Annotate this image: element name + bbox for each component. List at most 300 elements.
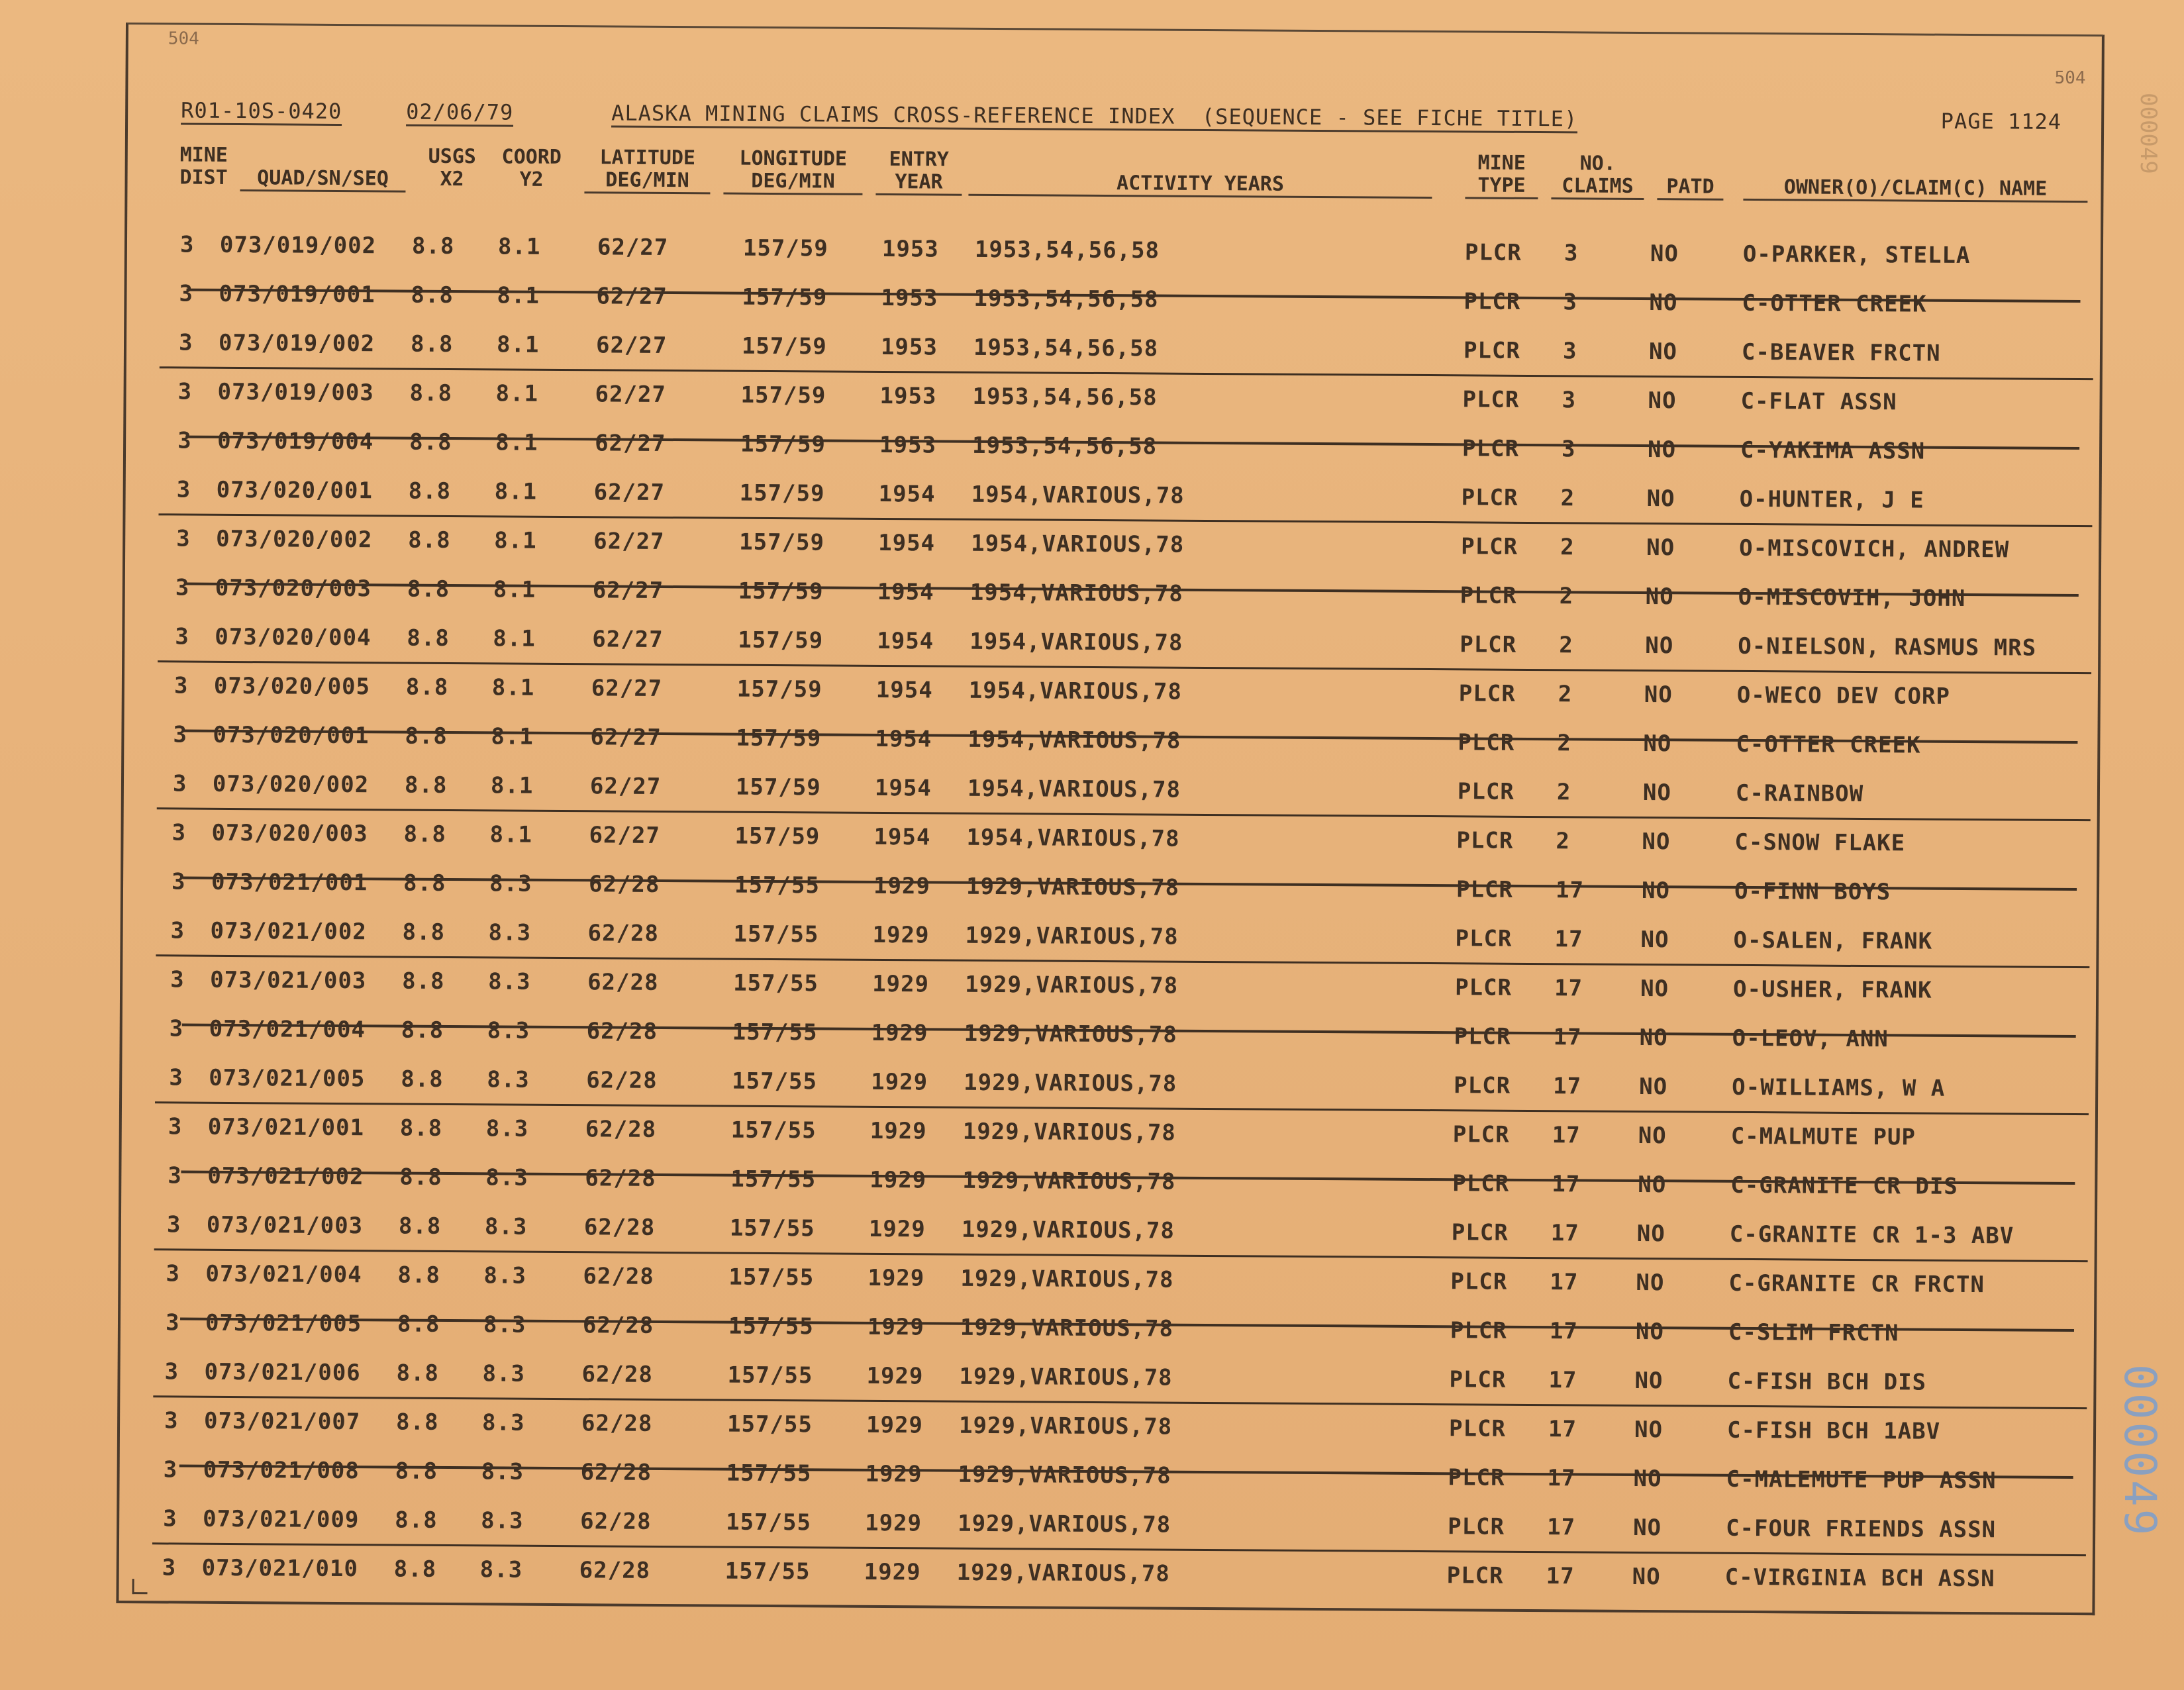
claims-cell: 17 — [1550, 1269, 1579, 1296]
quad-cell: 073/021/004 — [205, 1260, 362, 1289]
latitude-cell: 62/27 — [590, 724, 662, 751]
latitude-cell: 62/28 — [587, 920, 660, 947]
claims-cell: 17 — [1547, 1465, 1576, 1492]
coord-y-cell: 8.3 — [482, 1360, 526, 1387]
claims-cell: 17 — [1554, 975, 1583, 1002]
usgs-x-cell: 8.8 — [403, 820, 447, 848]
quad-cell: 073/021/004 — [209, 1015, 366, 1044]
longitude-cell: 157/59 — [739, 528, 825, 556]
patd-cell: NO — [1644, 681, 1673, 709]
owner-cell: C-YAKIMA ASSN — [1740, 436, 1926, 465]
latitude-cell: 62/28 — [587, 969, 659, 996]
claims-cell: 2 — [1560, 534, 1575, 561]
entry-year-cell: 1954 — [875, 676, 933, 704]
coord-y-cell: 8.1 — [497, 282, 540, 309]
owner-cell: O-MISCOVICH, ANDREW — [1739, 534, 2010, 564]
usgs-x-cell: 8.8 — [408, 477, 452, 505]
coord-y-cell: 8.3 — [489, 870, 532, 897]
mine-dist-cell: 3 — [176, 525, 191, 552]
corner-tag-right: 504 — [2054, 68, 2086, 89]
quad-cell: 073/019/004 — [217, 427, 374, 456]
owner-cell: O-PARKER, STELLA — [1742, 240, 1971, 270]
patd-cell: NO — [1648, 387, 1677, 415]
longitude-cell: 157/59 — [738, 626, 824, 654]
mine-type-cell: PLCR — [1448, 1513, 1505, 1540]
owner-cell: O-WECO DEV CORP — [1736, 681, 1951, 710]
claims-cell: 17 — [1555, 877, 1585, 904]
corner-tag-left: 504 — [168, 28, 199, 49]
coord-y-cell: 8.3 — [483, 1262, 526, 1289]
activity-cell: 1929,VARIOUS,78 — [958, 1461, 1171, 1489]
owner-cell: C-FLAT ASSN — [1740, 387, 1897, 416]
patd-cell: NO — [1636, 1220, 1665, 1248]
col-patd: PATD — [1657, 175, 1723, 201]
quad-cell: 073/021/007 — [203, 1407, 361, 1436]
quad-cell: 073/020/003 — [211, 819, 368, 848]
frame-corner-mark — [132, 1579, 148, 1594]
claims-cell: 3 — [1562, 387, 1577, 414]
coord-y-cell: 8.3 — [484, 1213, 528, 1240]
mine-dist-cell: 3 — [166, 1260, 181, 1287]
quad-cell: 073/021/003 — [210, 966, 367, 995]
quad-cell: 073/021/002 — [210, 917, 367, 946]
activity-cell: 1953,54,56,58 — [974, 236, 1160, 264]
latitude-cell: 62/28 — [588, 871, 660, 898]
mine-type-cell: PLCR — [1450, 1317, 1507, 1344]
mine-dist-cell: 3 — [176, 476, 191, 503]
latitude-cell: 62/28 — [581, 1410, 653, 1437]
owner-cell: C-GRANITE CR FRCTN — [1728, 1269, 1985, 1299]
quad-cell: 073/021/006 — [204, 1358, 361, 1387]
mine-type-cell: PLCR — [1461, 484, 1518, 511]
usgs-x-cell: 8.8 — [403, 870, 446, 897]
latitude-cell: 62/27 — [596, 283, 668, 311]
mine-dist-cell: 3 — [173, 721, 188, 748]
usgs-x-cell: 8.8 — [405, 673, 449, 701]
owner-cell: C-OTTER CREEK — [1736, 730, 1921, 759]
quad-cell: 073/020/005 — [213, 672, 371, 701]
patd-cell: NO — [1642, 828, 1671, 856]
claims-cell: 2 — [1556, 779, 1571, 806]
col-coord-y: COORD Y2 — [501, 145, 562, 191]
entry-year-cell: 1929 — [873, 872, 931, 900]
entry-year-cell: 1929 — [866, 1362, 924, 1390]
longitude-cell: 157/59 — [740, 381, 826, 409]
latitude-cell: 62/27 — [593, 528, 665, 555]
patd-cell: NO — [1633, 1465, 1662, 1493]
col-longitude: LONGITUDE DEG/MIN — [723, 148, 862, 195]
patd-cell: NO — [1634, 1416, 1663, 1444]
coord-y-cell: 8.1 — [493, 576, 536, 603]
latitude-cell: 62/27 — [592, 577, 664, 604]
patd-cell: NO — [1639, 1024, 1668, 1052]
owner-cell: C-GRANITE CR 1-3 ABV — [1729, 1220, 2014, 1250]
mine-type-cell: PLCR — [1456, 827, 1514, 854]
claims-cell: 17 — [1553, 1024, 1582, 1051]
col-owner: OWNER(O)/CLAIM(C) NAME — [1743, 176, 2087, 203]
entry-year-cell: 1929 — [868, 1215, 926, 1243]
entry-year-cell: 1929 — [865, 1509, 922, 1537]
activity-cell: 1953,54,56,58 — [973, 285, 1159, 313]
mine-dist-cell: 3 — [179, 280, 194, 307]
mine-dist-cell: 3 — [174, 672, 189, 699]
usgs-x-cell: 8.8 — [395, 1409, 439, 1436]
mine-type-cell: PLCR — [1457, 778, 1514, 805]
usgs-x-cell: 8.8 — [397, 1311, 440, 1338]
mine-dist-cell: 3 — [171, 868, 186, 895]
patd-cell: NO — [1647, 436, 1677, 464]
report-date: 02/06/79 — [406, 99, 513, 127]
mine-type-cell: PLCR — [1455, 925, 1513, 952]
owner-cell: C-GRANITE CR DIS — [1730, 1171, 1958, 1200]
patd-cell: NO — [1634, 1367, 1663, 1395]
quad-cell: 073/020/002 — [216, 525, 373, 554]
entry-year-cell: 1929 — [871, 1068, 928, 1096]
longitude-cell: 157/55 — [733, 969, 819, 997]
entry-year-cell: 1953 — [881, 235, 939, 263]
latitude-cell: 62/28 — [581, 1361, 654, 1388]
mine-type-cell: PLCR — [1454, 1072, 1511, 1099]
owner-cell: C-VIRGINIA BCH ASSN — [1724, 1564, 1995, 1593]
owner-cell: O-LEOV, ANN — [1732, 1024, 1889, 1053]
usgs-x-cell: 8.8 — [393, 1556, 437, 1583]
entry-year-cell: 1929 — [869, 1166, 927, 1194]
claims-cell: 17 — [1552, 1171, 1581, 1198]
mine-type-cell: PLCR — [1455, 974, 1513, 1001]
longitude-cell: 157/55 — [728, 1313, 814, 1340]
col-activity: ACTIVITY YEARS — [968, 172, 1432, 199]
mine-type-cell: PLCR — [1454, 1023, 1511, 1050]
coord-y-cell: 8.1 — [491, 723, 534, 750]
coord-y-cell: 8.3 — [487, 1017, 530, 1044]
col-entry-year: ENTRY YEAR — [875, 148, 962, 196]
coord-y-cell: 8.3 — [488, 919, 532, 946]
latitude-cell: 62/28 — [586, 1018, 658, 1045]
usgs-x-cell: 8.8 — [397, 1262, 440, 1289]
mine-dist-cell: 3 — [170, 917, 185, 944]
report-id: R01-10S-0420 — [181, 98, 342, 126]
usgs-x-cell: 8.8 — [405, 722, 448, 750]
quad-cell: 073/021/005 — [209, 1064, 366, 1093]
activity-cell: 1929,VARIOUS,78 — [960, 1314, 1174, 1342]
latitude-cell: 62/27 — [592, 626, 664, 653]
activity-cell: 1954,VARIOUS,78 — [968, 677, 1183, 705]
mine-type-cell: PLCR — [1448, 1415, 1507, 1442]
usgs-x-cell: 8.8 — [401, 1066, 444, 1093]
column-headers — [174, 144, 2095, 228]
activity-cell: 1929,VARIOUS,78 — [966, 873, 1180, 901]
longitude-cell: 157/59 — [742, 283, 828, 311]
quad-cell: 073/020/003 — [215, 574, 372, 603]
owner-cell: O-WILLIAMS, W A — [1732, 1073, 1946, 1102]
activity-cell: 1929,VARIOUS,78 — [965, 922, 1179, 950]
mine-dist-cell: 3 — [163, 1505, 177, 1532]
col-mine-dist: MINE DIST — [179, 143, 228, 189]
activity-cell: 1953,54,56,58 — [971, 432, 1158, 460]
coord-y-cell: 8.1 — [494, 478, 538, 505]
report-title: ALASKA MINING CLAIMS CROSS-REFERENCE INDEX (SEQUENCE - SEE FICHE TITLE) — [611, 100, 1577, 133]
latitude-cell: 62/28 — [586, 1067, 658, 1094]
latitude-cell: 62/27 — [595, 332, 668, 360]
claims-cell: 3 — [1564, 240, 1579, 267]
page-label: PAGE 1124 — [1940, 108, 2062, 134]
patd-cell: NO — [1638, 1122, 1667, 1150]
owner-cell: O-MISCOVIH, JOHN — [1738, 583, 1966, 612]
latitude-cell: 62/28 — [585, 1116, 657, 1143]
col-latitude: LATITUDE DEG/MIN — [584, 146, 710, 194]
activity-cell: 1929,VARIOUS,78 — [962, 1118, 1176, 1146]
longitude-cell: 157/55 — [730, 1117, 817, 1144]
claims-cell: 17 — [1552, 1122, 1581, 1149]
usgs-x-cell: 8.8 — [410, 330, 454, 358]
longitude-cell: 157/59 — [734, 822, 820, 850]
claims-cell: 2 — [1560, 485, 1575, 512]
owner-cell: C-FISH BCH 1ABV — [1726, 1417, 1941, 1445]
usgs-x-cell: 8.8 — [407, 624, 450, 652]
longitude-cell: 157/59 — [742, 234, 828, 262]
owner-cell: C-BEAVER FRCTN — [1741, 338, 1941, 367]
claims-cell: 2 — [1557, 730, 1571, 757]
usgs-x-cell: 8.8 — [408, 526, 451, 554]
claims-cell: 3 — [1563, 289, 1578, 316]
report-header — [181, 98, 2088, 143]
latitude-cell: 62/27 — [595, 430, 666, 457]
mine-dist-cell: 3 — [169, 1064, 183, 1091]
longitude-cell: 157/55 — [727, 1362, 813, 1389]
mine-dist-cell: 3 — [162, 1554, 177, 1581]
entry-year-cell: 1929 — [864, 1558, 921, 1586]
entry-year-cell: 1953 — [881, 284, 938, 312]
entry-year-cell: 1929 — [871, 1019, 928, 1047]
usgs-x-cell: 8.8 — [396, 1360, 440, 1387]
latitude-cell: 62/28 — [582, 1312, 654, 1339]
claims-cell: 17 — [1549, 1318, 1579, 1345]
owner-cell: O-SALEN, FRANK — [1733, 926, 1933, 955]
latitude-cell: 62/27 — [589, 773, 662, 800]
activity-cell: 1954,VARIOUS,78 — [967, 775, 1181, 803]
owner-cell: C-FOUR FRIENDS ASSN — [1726, 1515, 1997, 1544]
usgs-x-cell: 8.8 — [402, 968, 445, 995]
longitude-cell: 157/59 — [735, 773, 821, 801]
coord-y-cell: 8.3 — [481, 1409, 525, 1436]
mine-dist-cell: 3 — [172, 819, 187, 846]
entry-year-cell: 1929 — [869, 1117, 927, 1145]
quad-cell: 073/020/001 — [213, 721, 370, 750]
longitude-cell: 157/55 — [728, 1264, 815, 1291]
quad-cell: 073/021/003 — [206, 1211, 364, 1240]
col-mine-type: MINE TYPE — [1465, 152, 1538, 199]
quad-cell: 073/020/002 — [212, 770, 370, 799]
claims-cell: 17 — [1550, 1220, 1579, 1247]
coord-y-cell: 8.3 — [479, 1556, 523, 1583]
mine-dist-cell: 3 — [178, 329, 193, 356]
longitude-cell: 157/59 — [736, 675, 822, 703]
mine-type-cell: PLCR — [1456, 876, 1514, 903]
longitude-cell: 157/55 — [733, 920, 819, 948]
quad-cell: 073/021/001 — [211, 868, 368, 897]
latitude-cell: 62/27 — [595, 381, 667, 408]
coord-y-cell: 8.1 — [491, 674, 535, 701]
mine-dist-cell: 3 — [172, 770, 187, 797]
patd-cell: NO — [1648, 338, 1678, 366]
mine-type-cell: PLCR — [1463, 337, 1521, 364]
usgs-x-cell: 8.8 — [399, 1164, 442, 1191]
activity-cell: 1954,VARIOUS,78 — [971, 481, 1185, 509]
owner-cell: C-MALMUTE PUP — [1730, 1122, 1916, 1151]
longitude-cell: 157/55 — [730, 1166, 817, 1193]
patd-cell: NO — [1638, 1171, 1667, 1199]
activity-cell: 1954,VARIOUS,78 — [969, 628, 1183, 656]
mine-dist-cell: 3 — [175, 623, 189, 650]
owner-cell: C-MALEMUTE PUP ASSN — [1726, 1466, 1997, 1495]
claims-cell: 3 — [1562, 338, 1577, 365]
latitude-cell: 62/28 — [583, 1214, 656, 1241]
activity-cell: 1929,VARIOUS,78 — [964, 1069, 1177, 1097]
owner-cell: O-NIELSON, RASMUS MRS — [1738, 632, 2037, 662]
entry-year-cell: 1929 — [872, 921, 930, 949]
longitude-cell: 157/55 — [726, 1460, 812, 1487]
latitude-cell: 62/28 — [580, 1459, 652, 1486]
entry-year-cell: 1954 — [878, 529, 936, 557]
entry-year-cell: 1954 — [875, 725, 932, 753]
quad-cell: 073/021/010 — [201, 1554, 359, 1583]
latitude-cell: 62/27 — [591, 675, 663, 702]
latitude-cell: 62/28 — [580, 1508, 652, 1535]
coord-y-cell: 8.1 — [494, 527, 537, 554]
mine-type-cell: PLCR — [1460, 582, 1517, 609]
coord-y-cell: 8.1 — [495, 429, 538, 456]
activity-cell: 1954,VARIOUS,78 — [969, 579, 1183, 607]
quad-cell: 073/020/001 — [216, 476, 373, 505]
usgs-x-cell: 8.8 — [395, 1458, 438, 1485]
mine-type-cell: PLCR — [1451, 1219, 1509, 1246]
entry-year-cell: 1954 — [877, 578, 934, 606]
mine-dist-cell: 3 — [168, 1113, 183, 1140]
activity-cell: 1929,VARIOUS,78 — [958, 1510, 1171, 1538]
claims-cell: 17 — [1553, 1073, 1582, 1100]
claims-cell: 3 — [1561, 436, 1576, 463]
mine-type-cell: PLCR — [1452, 1121, 1510, 1148]
mine-type-cell: PLCR — [1462, 386, 1520, 413]
quad-cell: 073/019/003 — [217, 378, 374, 407]
owner-cell: C-OTTER CREEK — [1742, 289, 1927, 318]
patd-cell: NO — [1642, 779, 1672, 807]
coord-y-cell: 8.3 — [481, 1507, 524, 1534]
usgs-x-cell: 8.8 — [401, 1017, 444, 1044]
patd-cell: NO — [1635, 1318, 1665, 1346]
latitude-cell: 62/27 — [593, 479, 666, 506]
longitude-cell: 157/55 — [732, 1068, 818, 1095]
claims-cell: 17 — [1548, 1367, 1577, 1394]
mine-type-cell: PLCR — [1462, 435, 1520, 462]
patd-cell: NO — [1639, 1073, 1668, 1101]
patd-cell: NO — [1641, 877, 1671, 905]
activity-cell: 1929,VARIOUS,78 — [961, 1216, 1175, 1244]
entry-year-cell: 1954 — [874, 774, 932, 802]
usgs-x-cell: 8.8 — [395, 1507, 438, 1534]
owner-cell: C-FISH BCH DIS — [1727, 1367, 1927, 1396]
entry-year-cell: 1953 — [879, 382, 937, 410]
longitude-cell: 157/55 — [726, 1411, 813, 1438]
mine-dist-cell: 3 — [164, 1358, 179, 1385]
usgs-x-cell: 8.8 — [411, 232, 455, 260]
longitude-cell: 157/59 — [739, 479, 825, 507]
mine-dist-cell: 3 — [170, 966, 185, 993]
coord-y-cell: 8.3 — [485, 1164, 528, 1191]
activity-cell: 1929,VARIOUS,78 — [965, 971, 1179, 999]
mine-dist-cell: 3 — [163, 1456, 178, 1483]
coord-y-cell: 8.1 — [493, 625, 536, 652]
entry-year-cell: 1929 — [872, 970, 930, 998]
quad-cell: 073/021/001 — [207, 1113, 365, 1142]
entry-year-cell: 1954 — [873, 823, 931, 851]
activity-cell: 1929,VARIOUS,78 — [956, 1559, 1170, 1587]
patd-cell: NO — [1640, 926, 1669, 954]
owner-cell: O-HUNTER, J E — [1739, 485, 1924, 514]
claims-cell: 17 — [1546, 1563, 1575, 1590]
entry-year-cell: 1953 — [880, 333, 938, 361]
patd-cell: NO — [1646, 534, 1675, 562]
activity-cell: 1929,VARIOUS,78 — [958, 1412, 1173, 1440]
activity-cell: 1954,VARIOUS,78 — [971, 530, 1185, 558]
latitude-cell: 62/28 — [579, 1557, 651, 1584]
coord-y-cell: 8.3 — [487, 1066, 530, 1093]
patd-cell: NO — [1645, 632, 1674, 660]
entry-year-cell: 1954 — [877, 627, 934, 655]
patd-cell: NO — [1633, 1514, 1662, 1542]
coord-y-cell: 8.1 — [490, 772, 534, 799]
patd-cell: NO — [1650, 240, 1679, 268]
usgs-x-cell: 8.8 — [399, 1115, 443, 1142]
coord-y-cell: 8.1 — [495, 380, 539, 407]
quad-cell: 073/019/002 — [218, 329, 375, 358]
mine-type-cell: PLCR — [1464, 288, 1521, 315]
claims-cell: 2 — [1558, 681, 1573, 708]
claims-cell: 17 — [1554, 926, 1583, 953]
patd-cell: NO — [1643, 730, 1672, 758]
claims-cell: 2 — [1556, 828, 1571, 855]
mine-type-cell: PLCR — [1448, 1464, 1505, 1491]
longitude-cell: 157/59 — [736, 724, 822, 752]
col-quad: QUAD/SN/SEQ — [240, 167, 405, 193]
mine-type-cell: PLCR — [1450, 1268, 1508, 1295]
patd-cell: NO — [1632, 1563, 1661, 1591]
longitude-cell: 157/55 — [729, 1215, 815, 1242]
claims-cell: 2 — [1559, 632, 1573, 659]
coord-y-cell: 8.3 — [483, 1311, 526, 1338]
latitude-cell: 62/27 — [589, 822, 660, 849]
mine-dist-cell: 3 — [164, 1407, 179, 1434]
mine-dist-cell: 3 — [169, 1015, 184, 1042]
entry-year-cell: 1929 — [865, 1460, 922, 1488]
activity-cell: 1953,54,56,58 — [973, 334, 1159, 362]
activity-cell: 1929,VARIOUS,78 — [960, 1265, 1174, 1293]
mine-dist-cell: 3 — [179, 231, 195, 258]
owner-cell: C-SNOW FLAKE — [1734, 828, 1906, 857]
activity-cell: 1929,VARIOUS,78 — [959, 1363, 1173, 1391]
usgs-x-cell: 8.8 — [409, 379, 453, 407]
mine-type-cell: PLCR — [1452, 1170, 1510, 1197]
longitude-cell: 157/55 — [734, 871, 820, 899]
activity-cell: 1954,VARIOUS,78 — [968, 726, 1181, 754]
longitude-cell: 157/55 — [732, 1019, 818, 1046]
activity-cell: 1953,54,56,58 — [972, 383, 1158, 411]
usgs-x-cell: 8.8 — [402, 919, 446, 946]
usgs-x-cell: 8.8 — [411, 281, 454, 309]
mine-type-cell: PLCR — [1460, 631, 1517, 658]
latitude-cell: 62/27 — [597, 234, 669, 262]
coord-y-cell: 8.3 — [488, 968, 531, 995]
